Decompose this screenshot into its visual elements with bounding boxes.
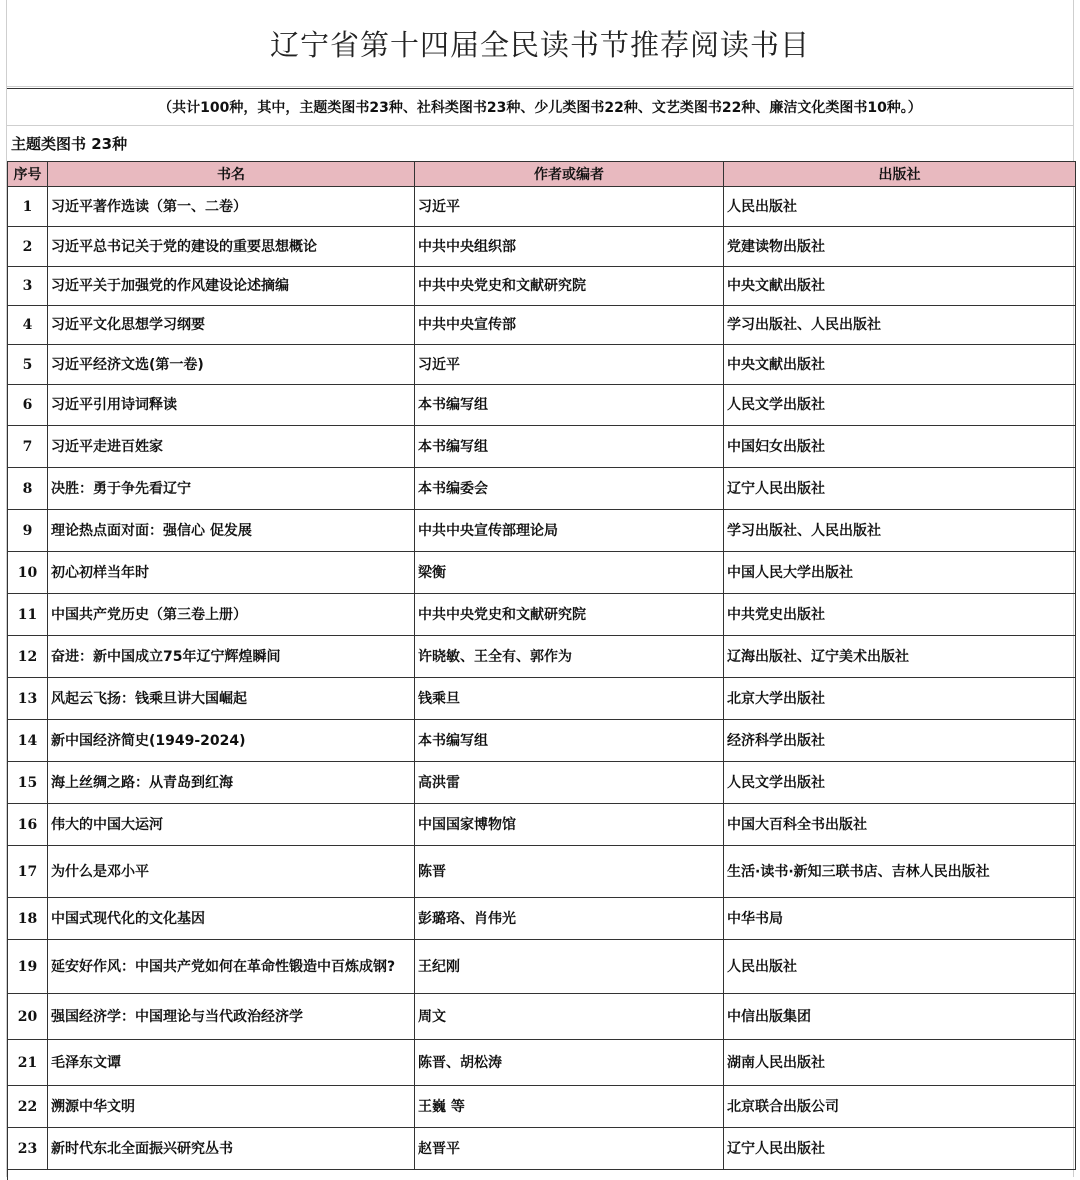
cell-title: 习近平总书记关于党的建设的重要思想概论	[48, 227, 415, 267]
cell-publisher: 北京联合出版公司	[724, 1086, 1076, 1128]
cell-publisher: 经济科学出版社	[724, 720, 1076, 762]
cell-author: 中共中央党史和文献研究院	[415, 267, 724, 306]
cell-title: 风起云飞扬：钱乘旦讲大国崛起	[48, 678, 415, 720]
table-row	[8, 1128, 1076, 1170]
cell-no: 22	[8, 1086, 48, 1128]
cell-publisher: 学习出版社、人民出版社	[724, 306, 1076, 345]
cell-title: 海上丝绸之路：从青岛到红海	[48, 762, 415, 804]
table-row	[8, 510, 1076, 552]
cell-title: 伟大的中国大运河	[48, 804, 415, 846]
table-row	[8, 804, 1076, 846]
table-row	[8, 187, 1076, 227]
header-no: 序号	[8, 162, 48, 187]
cell-author: 王纪刚	[415, 940, 724, 994]
cell-publisher: 辽宁人民出版社	[724, 1128, 1076, 1170]
table-continuation	[7, 1170, 1073, 1180]
cell-title: 新时代东北全面振兴研究丛书	[48, 1128, 415, 1170]
table-row	[8, 345, 1076, 385]
cell-no: 23	[8, 1128, 48, 1170]
cell-author: 习近平	[415, 187, 724, 227]
cell-author: 钱乘旦	[415, 678, 724, 720]
table-row	[8, 720, 1076, 762]
table-row	[8, 940, 1076, 994]
cell-publisher: 人民文学出版社	[724, 385, 1076, 426]
cell-title: 中国式现代化的文化基因	[48, 898, 415, 940]
cell-author: 许晓敏、王全有、郭作为	[415, 636, 724, 678]
cell-author: 赵晋平	[415, 1128, 724, 1170]
cell-no: 5	[8, 345, 48, 385]
table-body	[8, 187, 1076, 1170]
cell-no: 7	[8, 426, 48, 468]
page-title: 辽宁省第十四届全民读书节推荐阅读书目	[7, 0, 1073, 87]
cell-no: 19	[8, 940, 48, 994]
cell-publisher: 人民出版社	[724, 940, 1076, 994]
cell-no: 4	[8, 306, 48, 345]
table-row	[8, 385, 1076, 426]
cell-publisher: 中华书局	[724, 898, 1076, 940]
cell-title: 中国共产党历史（第三卷上册）	[48, 594, 415, 636]
cell-author: 王巍 等	[415, 1086, 724, 1128]
cell-author: 习近平	[415, 345, 724, 385]
cell-author: 本书编写组	[415, 426, 724, 468]
cell-no: 21	[8, 1040, 48, 1086]
table-row	[8, 1086, 1076, 1128]
cell-publisher: 学习出版社、人民出版社	[724, 510, 1076, 552]
cell-author: 陈晋	[415, 846, 724, 898]
cell-author: 彭璐珞、肖伟光	[415, 898, 724, 940]
summary-note: （共计100种，其中，主题类图书23种、社科类图书23种、少儿类图书22种、文艺类图书22种、廉洁文化类图书10种。）	[7, 88, 1073, 126]
cell-author: 中共中央宣传部	[415, 306, 724, 345]
cell-title: 决胜：勇于争先看辽宁	[48, 468, 415, 510]
cell-title: 习近平文化思想学习纲要	[48, 306, 415, 345]
cell-no: 11	[8, 594, 48, 636]
book-table	[7, 161, 1076, 1170]
cell-publisher: 生活·读书·新知三联书店、吉林人民出版社	[724, 846, 1076, 898]
cell-title: 新中国经济简史(1949-2024)	[48, 720, 415, 762]
cell-no: 1	[8, 187, 48, 227]
cell-no: 9	[8, 510, 48, 552]
cell-publisher: 辽宁人民出版社	[724, 468, 1076, 510]
cell-title: 习近平引用诗词释读	[48, 385, 415, 426]
cell-author: 本书编写组	[415, 720, 724, 762]
cell-title: 强国经济学：中国理论与当代政治经济学	[48, 994, 415, 1040]
table-row	[8, 762, 1076, 804]
cell-author: 中国国家博物馆	[415, 804, 724, 846]
cell-title: 习近平著作选读（第一、二卷）	[48, 187, 415, 227]
cell-author: 中共中央宣传部理论局	[415, 510, 724, 552]
table-row	[8, 267, 1076, 306]
table-row	[8, 678, 1076, 720]
cell-title: 初心初样当年时	[48, 552, 415, 594]
cell-author: 陈晋、胡松涛	[415, 1040, 724, 1086]
cell-title: 奋进：新中国成立75年辽宁辉煌瞬间	[48, 636, 415, 678]
cell-title: 理论热点面对面：强信心 促发展	[48, 510, 415, 552]
cell-no: 16	[8, 804, 48, 846]
table-row	[8, 306, 1076, 345]
cell-publisher: 北京大学出版社	[724, 678, 1076, 720]
cell-no: 14	[8, 720, 48, 762]
cell-no: 17	[8, 846, 48, 898]
section-heading: 主题类图书 23种	[11, 135, 128, 153]
cell-author: 高洪雷	[415, 762, 724, 804]
cell-title: 习近平走进百姓家	[48, 426, 415, 468]
cell-no: 12	[8, 636, 48, 678]
header-author: 作者或编者	[415, 162, 724, 187]
cell-no: 6	[8, 385, 48, 426]
cell-publisher: 中国大百科全书出版社	[724, 804, 1076, 846]
cell-publisher: 人民出版社	[724, 187, 1076, 227]
cell-publisher: 中信出版集团	[724, 994, 1076, 1040]
cell-publisher: 人民文学出版社	[724, 762, 1076, 804]
header-publisher: 出版社	[724, 162, 1076, 187]
table-row	[8, 636, 1076, 678]
cell-publisher: 辽海出版社、辽宁美术出版社	[724, 636, 1076, 678]
table-row	[8, 594, 1076, 636]
cell-author: 本书编委会	[415, 468, 724, 510]
table-row	[8, 227, 1076, 267]
cell-publisher: 党建读物出版社	[724, 227, 1076, 267]
table-row	[8, 898, 1076, 940]
table-row	[8, 426, 1076, 468]
cell-title: 溯源中华文明	[48, 1086, 415, 1128]
cell-no: 13	[8, 678, 48, 720]
table-row	[8, 1040, 1076, 1086]
cell-author: 中共中央组织部	[415, 227, 724, 267]
document-sheet	[6, 0, 1074, 1177]
cell-title: 为什么是邓小平	[48, 846, 415, 898]
cell-title: 习近平关于加强党的作风建设论述摘编	[48, 267, 415, 306]
cell-no: 3	[8, 267, 48, 306]
cell-title: 延安好作风：中国共产党如何在革命性锻造中百炼成钢?	[48, 940, 415, 994]
table-row	[8, 552, 1076, 594]
cell-publisher: 中央文献出版社	[724, 267, 1076, 306]
cell-no: 15	[8, 762, 48, 804]
table-header-row	[8, 162, 1076, 187]
cell-title: 习近平经济文选(第一卷)	[48, 345, 415, 385]
table-row	[8, 468, 1076, 510]
table-row	[8, 994, 1076, 1040]
cell-publisher: 中国妇女出版社	[724, 426, 1076, 468]
cell-publisher: 中央文献出版社	[724, 345, 1076, 385]
cell-title: 毛泽东文谭	[48, 1040, 415, 1086]
cell-no: 18	[8, 898, 48, 940]
cell-author: 梁衡	[415, 552, 724, 594]
header-title: 书名	[48, 162, 415, 187]
cell-author: 中共中央党史和文献研究院	[415, 594, 724, 636]
cell-author: 周文	[415, 994, 724, 1040]
cell-no: 2	[8, 227, 48, 267]
cell-no: 10	[8, 552, 48, 594]
cell-publisher: 中国人民大学出版社	[724, 552, 1076, 594]
cell-publisher: 湖南人民出版社	[724, 1040, 1076, 1086]
table-row	[8, 846, 1076, 898]
cell-author: 本书编写组	[415, 385, 724, 426]
cell-publisher: 中共党史出版社	[724, 594, 1076, 636]
cell-no: 20	[8, 994, 48, 1040]
cell-no: 8	[8, 468, 48, 510]
